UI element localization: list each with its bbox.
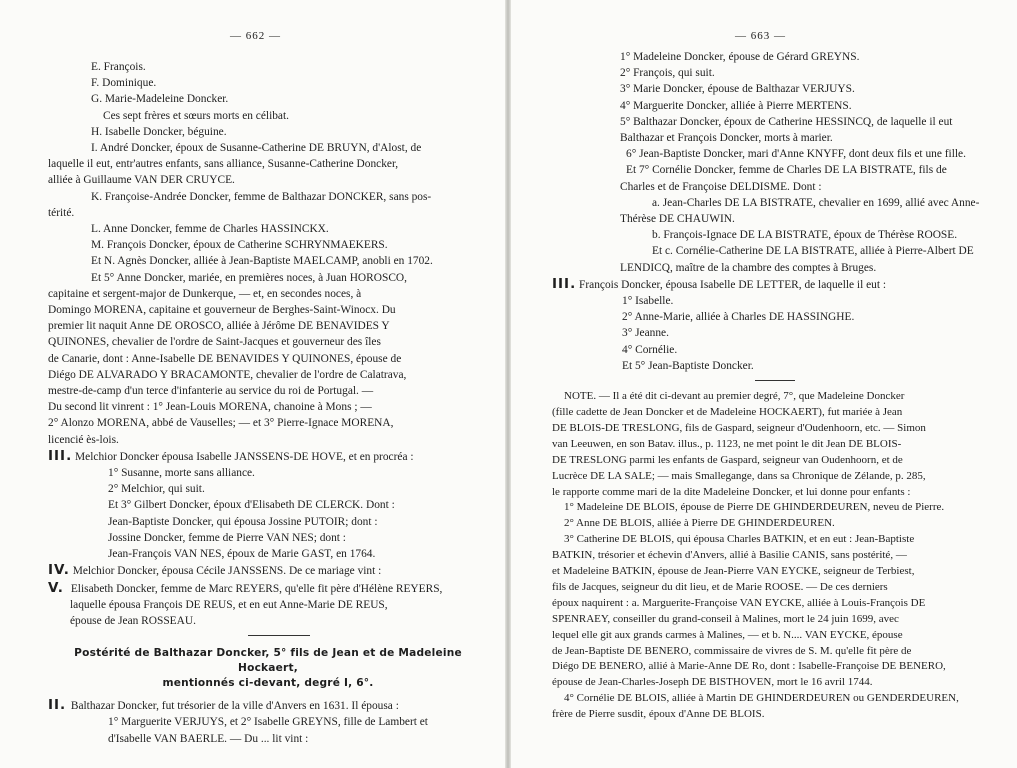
line-text: 3° Marie Doncker, épouse de Balthazar VERJUYS.: [620, 83, 855, 96]
text-line: [552, 276, 989, 293]
text-line: [48, 481, 488, 497]
text-line: [48, 351, 488, 367]
note-line: van Leeuwen, en son Batav. illus., p. 1123, ne met point le dit Jean DE BLOIS-: [552, 437, 902, 450]
text-line: [552, 146, 989, 162]
text-line: [552, 325, 989, 341]
text-line: [48, 597, 488, 613]
text-line: [48, 318, 488, 334]
line-text: 5° Balthazar Doncker, époux de Catherine HESSINCQ, de laquelle il eut: [620, 115, 953, 128]
line-text: M. François Doncker, époux de Catherine SCHRYNMAEKERS.: [91, 239, 388, 252]
text-line: [48, 580, 488, 597]
note-divider: [755, 380, 795, 381]
line-text: Ces sept frères et sœurs morts en célibat.: [103, 109, 289, 122]
line-text: I. André Doncker, époux de Susanne-Catherine DE BRUYN, d'Alost, de: [91, 142, 422, 155]
left-page: [0, 0, 506, 768]
text-line: [48, 108, 488, 124]
note-line: Diégo DE BENERO, allié à Marie-Anne DE Ro, dont : Isabelle-Françoise DE BENERO,: [552, 660, 946, 673]
text-line: [48, 448, 488, 465]
text-line: [552, 243, 989, 259]
text-line: [552, 81, 989, 97]
note-line: le rapporte comme mari de la dite Madeleine Doncker, et lui donne pour enfants :: [552, 485, 911, 498]
line-text: Du second lit vinrent : 1° Jean-Louis MORENA, chanoine à Mons ; —: [48, 401, 372, 414]
text-line: [48, 714, 488, 730]
degree-marker: III.: [48, 447, 73, 464]
line-text: mestre-de-camp d'un terce d'infanterie au service du roi de Portugal. —: [48, 385, 374, 398]
line-text: Jean-Baptiste Doncker, qui épousa Jossine PUTOIR; dont :: [108, 515, 378, 528]
text-line: [552, 162, 989, 178]
line-text: 2° Melchior, qui suit.: [108, 483, 205, 496]
line-text: F. Dominique.: [91, 77, 157, 90]
line-text: Melchior Doncker, épousa Cécile JANSSENS. De ce mariage vint :: [69, 565, 382, 578]
degree-marker: IV.: [48, 562, 70, 579]
text-line: [48, 562, 488, 579]
note-line: fils de Jacques, seigneur du dit lieu, et de Marie ROOSE. — De ces derniers: [552, 580, 888, 593]
right-page: [510, 0, 1017, 768]
text-line: [48, 221, 488, 237]
text-line: [48, 546, 488, 562]
note-line: SPENRAEY, conseiller du grand-conseil à Malines, mort le 24 juin 1699, avec: [552, 612, 899, 625]
note-line: frère de Pierre susdit, époux d'Anne DE BLOIS.: [552, 708, 765, 721]
text-line: [48, 530, 488, 546]
note-line: lequel elle git aux grands carmes à Malines, — et b. N.... VAN EYCKE, épouse: [552, 628, 903, 641]
line-text: licencié ès-lois.: [48, 433, 119, 446]
text-line: [552, 260, 989, 276]
note-line: et Madeleine BATKIN, épouse de Jean-Pierre VAN EYCKE, seigneur de Terbiest,: [552, 565, 915, 578]
text-line: [48, 253, 488, 269]
section-heading: [48, 646, 488, 691]
note-line: 4° Cornélie DE BLOIS, alliée à Martin DE GHINDERDEUREN ou GENDERDEUREN,: [564, 692, 959, 705]
degree-marker: II.: [48, 697, 67, 714]
text-line: [552, 227, 989, 243]
text-line: [552, 293, 989, 309]
left-page-lines: [48, 59, 488, 629]
line-text: Balthazar Doncker, fut trésorier de la ville d'Anvers en 1631. Il épousa :: [68, 700, 399, 713]
right-page-body: [552, 49, 989, 723]
line-text: Charles et de Françoise DELDISME. Dont :: [620, 180, 822, 193]
line-text: Jossine Doncker, femme de Pierre VAN NES; dont :: [108, 531, 346, 544]
text-line: [48, 514, 488, 530]
line-text: Et 5° Anne Doncker, mariée, en premières noces, à Juan HOROSCO,: [91, 271, 407, 284]
line-text: alliée à Guillaume VAN DER CRUYCE.: [48, 174, 235, 187]
text-line: [48, 59, 488, 75]
text-line: [552, 65, 989, 81]
text-line: [48, 91, 488, 107]
line-text: Domingo MORENA, capitaine et gouverneur de Berghes-Saint-Winocx. Du: [48, 304, 396, 317]
note-line: NOTE. — Il a été dit ci-devant au premier degré, 7°, que Madeleine Doncker: [564, 390, 905, 403]
line-text: E. François.: [91, 61, 146, 73]
line-text: Et N. Agnès Doncker, alliée à Jean-Baptiste MAELCAMP, anobli en 1702.: [91, 255, 433, 268]
note-line: 1° Madeleine DE BLOIS, épouse de Pierre DE GHINDERDEUREN, neveu de Pierre.: [564, 501, 945, 514]
left-page-body: [48, 59, 488, 747]
line-text: Et 7° Cornélie Doncker, femme de Charles DE LA BISTRATE, fils de: [626, 164, 947, 177]
section-divider: [248, 635, 310, 636]
text-line: [48, 432, 488, 448]
text-line: [48, 383, 488, 399]
text-line: [48, 367, 488, 383]
line-text: premier lit naquit Anne DE OROSCO, alliée à Jérôme DE BENAVIDES Y: [48, 320, 390, 333]
text-line: [48, 415, 488, 431]
text-line: [48, 156, 488, 172]
line-text: Et 3° Gilbert Doncker, époux d'Elisabeth DE CLERCK. Dont :: [108, 499, 395, 512]
text-line: [552, 309, 989, 325]
line-text: Melchior Doncker épousa Isabelle JANSSENS-DE HOVE, et en procréa :: [72, 450, 414, 463]
text-line: [48, 124, 488, 140]
note-line: Lucrèce DE LA SALE; — mais Smallegange, dans sa Chronique de Zélande, p. 285,: [552, 469, 926, 482]
line-text: 2° Alonzo MORENA, abbé de Vauselles; — et 3° Pierre-Ignace MORENA,: [48, 417, 394, 430]
right-page-lines: [552, 49, 989, 374]
text-line: [552, 98, 989, 114]
text-line: [552, 211, 989, 227]
text-line: [48, 334, 488, 350]
text-line: [48, 465, 488, 481]
line-text: Et c. Cornélie-Catherine DE LA BISTRATE, alliée à Pierre-Albert DE: [652, 245, 974, 258]
line-text: Et 5° Jean-Baptiste Doncker.: [622, 359, 754, 372]
text-line: [48, 189, 488, 205]
degree-marker: III.: [552, 275, 577, 292]
line-text: L. Anne Doncker, femme de Charles HASSINCKX.: [91, 223, 329, 236]
degree-marker: V.: [48, 579, 64, 596]
section-heading-line-1: Postérité de Balthazar Doncker, 5° fils de Jean et de Madeleine Hockaert,: [74, 647, 462, 675]
line-text: Diégo DE ALVARADO Y BRACAMONTE, chevalier de l'ordre de Calatrava,: [48, 368, 407, 381]
line-text: K. Françoise-Andrée Doncker, femme de Balthazar DONCKER, sans pos-: [91, 190, 432, 203]
text-line: [48, 172, 488, 188]
line-text: 4° Marguerite Doncker, alliée à Pierre MERTENS.: [620, 99, 852, 112]
line-text: 4° Cornélie.: [622, 343, 678, 356]
note-paragraph: [552, 389, 989, 723]
line-text: laquelle il eut, entr'autres enfants, sans alliance, Susanne-Catherine Doncker,: [48, 158, 399, 171]
line-text: Jean-François VAN NES, époux de Marie GAST, en 1764.: [108, 548, 376, 561]
text-line: [552, 195, 989, 211]
text-line: [552, 358, 989, 374]
text-line: [552, 342, 989, 358]
text-line: [552, 114, 989, 130]
line-text: Elisabeth Doncker, femme de Marc REYERS, qu'elle fit père d'Hélène REYERS,: [68, 582, 443, 595]
line-text: 3° Jeanne.: [622, 327, 669, 340]
line-text: a. Jean-Charles DE LA BISTRATE, chevalier en 1699, allié avec Anne-: [652, 196, 980, 209]
text-line: [48, 731, 488, 747]
note-line: BATKIN, trésorier et échevin d'Anvers, allié à Basilie CANIS, sans postérité, —: [552, 549, 907, 562]
line-text: térité.: [48, 206, 75, 219]
line-text: 1° Madeleine Doncker, épouse de Gérard GREYNS.: [620, 51, 860, 63]
line-text: b. François-Ignace DE LA BISTRATE, époux de Thérèse ROOSE.: [652, 229, 958, 242]
line-text: d'Isabelle VAN BAERLE. — Du ... lit vint :: [108, 732, 309, 745]
note-line: 2° Anne DE BLOIS, alliée à Pierre DE GHINDERDEUREN.: [564, 517, 835, 530]
text-line: [48, 286, 488, 302]
text-line: [552, 130, 989, 146]
line-text: G. Marie-Madeleine Doncker.: [91, 93, 229, 106]
text-line: [48, 140, 488, 156]
text-line: [48, 205, 488, 221]
note-line: 3° Catherine DE BLOIS, qui épousa Charles BATKIN, et en eut : Jean-Baptiste: [564, 533, 915, 546]
note-line: épouse de Jean-Charles-Joseph DE BISTHOVEN, mort le 16 avril 1744.: [552, 676, 873, 689]
line-text: capitaine et sergent-major de Dunkerque, — et, en secondes noces, à: [48, 287, 362, 300]
line-text: Balthazar et François Doncker, morts à marier.: [620, 132, 833, 145]
line-text: 6° Jean-Baptiste Doncker, mari d'Anne KNYFF, dont deux fils et une fille.: [626, 148, 966, 161]
text-line: [48, 399, 488, 415]
note-line: de Jean-Baptiste DE BENERO, commissaire de vivres de S. M. qu'elle fit père de: [552, 644, 912, 657]
page-number-right: — 663 —: [735, 30, 786, 42]
text-line: [48, 270, 488, 286]
text-line: [552, 179, 989, 195]
line-text: 1° Marguerite VERJUYS, et 2° Isabelle GREYNS, fille de Lambert et: [108, 716, 428, 729]
text-line: [48, 697, 488, 714]
line-text: Thérèse DE CHAUWIN.: [620, 213, 735, 226]
line-text: de Canarie, dont : Anne-Isabelle DE BENAVIDES Y QUINONES, épouse de: [48, 352, 402, 365]
text-line: [48, 613, 488, 629]
line-text: 1° Isabelle.: [622, 295, 674, 308]
text-line: [552, 49, 989, 65]
text-line: [48, 497, 488, 513]
text-line: [48, 237, 488, 253]
line-text: QUINONES, chevalier de l'ordre de Saint-Jacques et gouverneur des îles: [48, 336, 381, 349]
line-text: 1° Susanne, morte sans alliance.: [108, 467, 255, 480]
section-heading-line-2: mentionnés ci-devant, degré I, 6°.: [162, 677, 374, 690]
text-line: [48, 302, 488, 318]
line-text: 2° François, qui suit.: [620, 67, 715, 80]
left-page-lines-after: [48, 697, 488, 747]
note-line: (fille cadette de Jean Doncker et de Madeleine HOCKAERT), fut mariée à Jean: [552, 405, 903, 418]
line-text: LENDICQ, maître de la chambre des comptes à Bruges.: [620, 261, 877, 274]
line-text: H. Isabelle Doncker, béguine.: [91, 125, 227, 138]
note-line: DE BLOIS-DE TRESLONG, fils de Gaspard, seigneur d'Oudenhoorn, etc. — Simon: [552, 421, 926, 434]
note-line: DE TRESLONG parmi les enfants de Gaspard, seigneur van Oudenhoorn, et de: [552, 453, 903, 466]
page-number-left: — 662 —: [230, 30, 281, 42]
text-line: [48, 75, 488, 91]
line-text: 2° Anne-Marie, alliée à Charles DE HASSINGHE.: [622, 311, 855, 324]
line-text: François Doncker, épousa Isabelle DE LETTER, de laquelle il eut :: [576, 278, 887, 291]
line-text: épouse de Jean ROSSEAU.: [70, 614, 196, 627]
note-line: époux naquirent : a. Marguerite-Françoise VAN EYCKE, alliée à Louis-François DE: [552, 596, 926, 609]
line-text: laquelle épousa François DE REUS, et en eut Anne-Marie DE REUS,: [70, 598, 388, 611]
